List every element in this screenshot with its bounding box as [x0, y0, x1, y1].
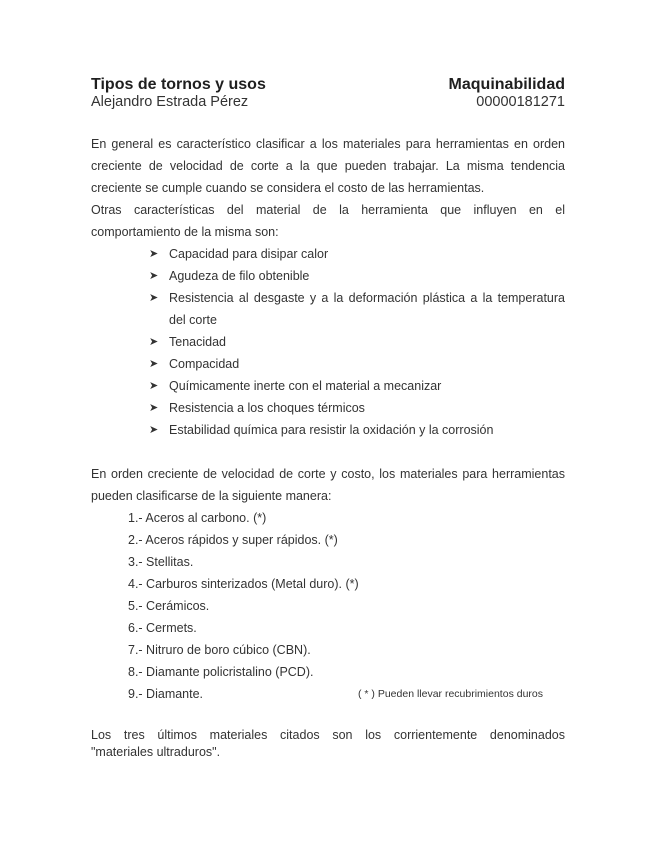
- arrow-bullet-icon: ➤: [149, 336, 159, 348]
- blank-line: [91, 705, 565, 727]
- list-item-text: Resistencia a los choques térmicos: [169, 401, 365, 415]
- list-item: [149, 243, 565, 265]
- classification-intro: [91, 463, 565, 507]
- arrow-bullet-icon: ➤: [149, 270, 159, 282]
- header-title-row: [91, 76, 565, 94]
- list-item-text: Resistencia al desgaste y a la deformación plástica a la temperatura: [169, 291, 565, 305]
- list-item: 6.- Cermets.: [128, 621, 197, 635]
- list-item: 1.- Aceros al carbono. (*): [128, 511, 267, 525]
- list-item-text: Compacidad: [169, 357, 240, 371]
- text-line: pueden clasificarse de la siguiente manera:: [91, 489, 332, 503]
- list-item-text: Estabilidad química para resistir la oxidación y la corrosión: [169, 423, 494, 437]
- arrow-bullet-icon: ➤: [149, 292, 159, 304]
- header-subtitle-row: [91, 94, 565, 110]
- list-item: [149, 419, 565, 441]
- arrow-bullet-icon: ➤: [149, 248, 159, 260]
- coating-footnote: ( * ) Pueden llevar recubrimientos duros: [358, 688, 544, 700]
- section-title: Maquinabilidad: [448, 76, 565, 93]
- list-item-text: Agudeza de filo obtenible: [169, 269, 310, 283]
- list-item: 3.- Stellitas.: [128, 555, 194, 569]
- list-item: [149, 331, 565, 353]
- document-body: [91, 133, 565, 761]
- list-item: 8.- Diamante policristalino (PCD).: [128, 665, 314, 679]
- document-header: [91, 76, 565, 110]
- list-item: [149, 353, 565, 375]
- list-item: 4.- Carburos sinterizados (Metal duro). (*): [128, 577, 359, 591]
- list-item: 7.- Nitruro de boro cúbico (CBN).: [128, 643, 311, 657]
- text-line: En orden creciente de velocidad de corte y costo, los materiales para herramientas: [91, 467, 565, 481]
- student-id: 00000181271: [476, 94, 565, 110]
- list-item: 9.- Diamante.: [128, 687, 204, 701]
- text-line: En general es característico clasificar a los materiales para herramientas en orden: [91, 137, 565, 151]
- list-item: 5.- Cerámicos.: [128, 599, 210, 613]
- list-item: [149, 287, 565, 331]
- text-line: comportamiento de la misma son:: [91, 225, 279, 239]
- text-line: creciente se cumple cuando se considera el costo de las herramientas.: [91, 181, 485, 195]
- text-line: Otras características del material de la herramienta que influyen en el: [91, 203, 565, 217]
- closing-paragraph: [91, 727, 565, 761]
- arrow-bullet-icon: ➤: [149, 424, 159, 436]
- materials-list: [91, 507, 565, 705]
- arrow-bullet-icon: ➤: [149, 358, 159, 370]
- text-line: Los tres últimos materiales citados son los corrientemente denominados: [91, 728, 565, 742]
- document-title: Tipos de tornos y usos: [91, 76, 266, 93]
- text-line: "materiales ultraduros".: [91, 745, 221, 759]
- text-line: creciente de velocidad de corte a la que pueden trabajar. La misma tendencia: [91, 159, 565, 173]
- list-item-text-continued: del corte: [169, 313, 217, 327]
- arrow-bullet-icon: ➤: [149, 402, 159, 414]
- intro-paragraph-2: [91, 199, 565, 243]
- intro-paragraph-1: [91, 133, 565, 199]
- list-item: [149, 397, 565, 419]
- list-item: [149, 375, 565, 397]
- blank-line: [91, 441, 565, 463]
- materials-block: [91, 507, 565, 705]
- list-item-text: Capacidad para disipar calor: [169, 247, 329, 261]
- list-item: [149, 265, 565, 287]
- list-item-text: Químicamente inerte con el material a mecanizar: [169, 379, 442, 393]
- author-name: Alejandro Estrada Pérez: [91, 94, 249, 110]
- characteristics-list: [91, 243, 565, 441]
- list-item-text: Tenacidad: [169, 335, 226, 349]
- list-item: 2.- Aceros rápidos y super rápidos. (*): [128, 533, 338, 547]
- arrow-bullet-icon: ➤: [149, 380, 159, 392]
